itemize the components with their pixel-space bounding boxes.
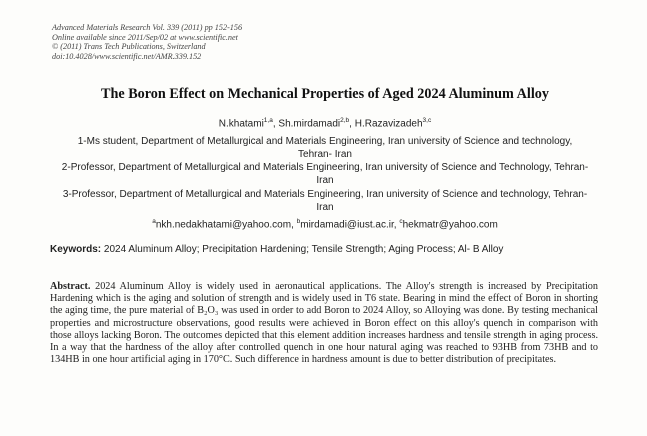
email-mark: c — [399, 218, 403, 225]
paper-title: The Boron Effect on Mechanical Properties of Aged 2024 Aluminum Alloy — [101, 86, 549, 102]
author-affiliation-mark: 2,b — [340, 117, 350, 124]
author-name: N.khatami — [218, 118, 264, 130]
journal-header — [52, 23, 372, 61]
author-affiliation-mark: 1,a — [263, 117, 273, 124]
keywords-section — [50, 243, 595, 257]
author-list: N.khatami$^{1,a}$, Sh.mirdamadi$^{2,b}$, H.Razavizadeh$^{3,c}$ — [218, 117, 432, 130]
affiliation-1: 1-Ms student, Department of Metallurgical and Materials Engineering, Iran university of Science and technology, Tehran- Iran — [77, 136, 573, 160]
online-availability: Online available since 2011/Sep/02 at www.scientific.net — [52, 32, 238, 42]
author-name: H.Razavizadeh — [354, 118, 423, 130]
doi-line: doi:10.4028/www.scientific.net/AMR.339.152 — [52, 51, 202, 61]
keywords-text: 2024 Aluminum Alloy; Precipitation Hardening; Tensile Strength; Aging Process; Al- B Alloy — [103, 244, 504, 255]
abstract-text: 2024 Aluminum Alloy is widely used in aeronautical applications. The Alloy's strength is increased by Precipitation Hardening which is the aging and solution of strength and is widely used in T6 state. Bearing in mind the effect of Boron in shorting the aging time, the pure material of B₂O₃ was used in order to add Boron to 2024 Alloy, so Alloying was done. By testing mechanical properties and microstructure observations, good results were achieved in Boron effect on this alloy's quench in comparison with those alloys lacking Boron. The outcomes depicted that this element addition increases hardness and tensile strength in aging process. In a way that the hardness of the alloy after controlled quench in one hour natural aging was reached to 93HB from 73HB and to 134HB in one hour artificial aging in 170°C. Such difference in hardness amount is due to better distribution of precipitates. — [50, 281, 598, 366]
email-mark: a — [152, 218, 156, 225]
author-affiliation-mark: 3,c — [422, 117, 432, 124]
abstract-section — [50, 281, 598, 366]
email-mark: b — [296, 218, 301, 225]
copyright-line: © (2011) Trans Tech Publications, Switzerland — [52, 42, 206, 52]
affiliation-3: 3-Professor, Department of Metallurgical and Materials Engineering, Iran university of Science and technology, Tehran- Iran — [62, 189, 588, 213]
author-name: Sh.mirdamadi — [278, 118, 341, 130]
journal-citation: Advanced Materials Research Vol. 339 (2011) pp 152-156 — [52, 23, 243, 32]
keywords-label: Keywords: — [50, 244, 102, 255]
email-address[interactable]: hekmatr@yahoo.com — [402, 219, 498, 231]
abstract-label: Abstract. — [50, 281, 91, 292]
affiliation-2: 2-Professor, Department of Metallurgical and Materials Engineering, Iran university of Science and Technology, Tehran- Iran — [61, 162, 589, 186]
email-address[interactable]: nkh.nedakhatami@yahoo.com — [155, 219, 292, 231]
email-address[interactable]: mirdamadi@iust.ac.ir — [300, 219, 394, 231]
email-list: $^a$nkh.nedakhatami@yahoo.com, $^b$mirdamadi@iust.ac.ir, $^c$hekmatr@yahoo.com — [152, 218, 498, 231]
